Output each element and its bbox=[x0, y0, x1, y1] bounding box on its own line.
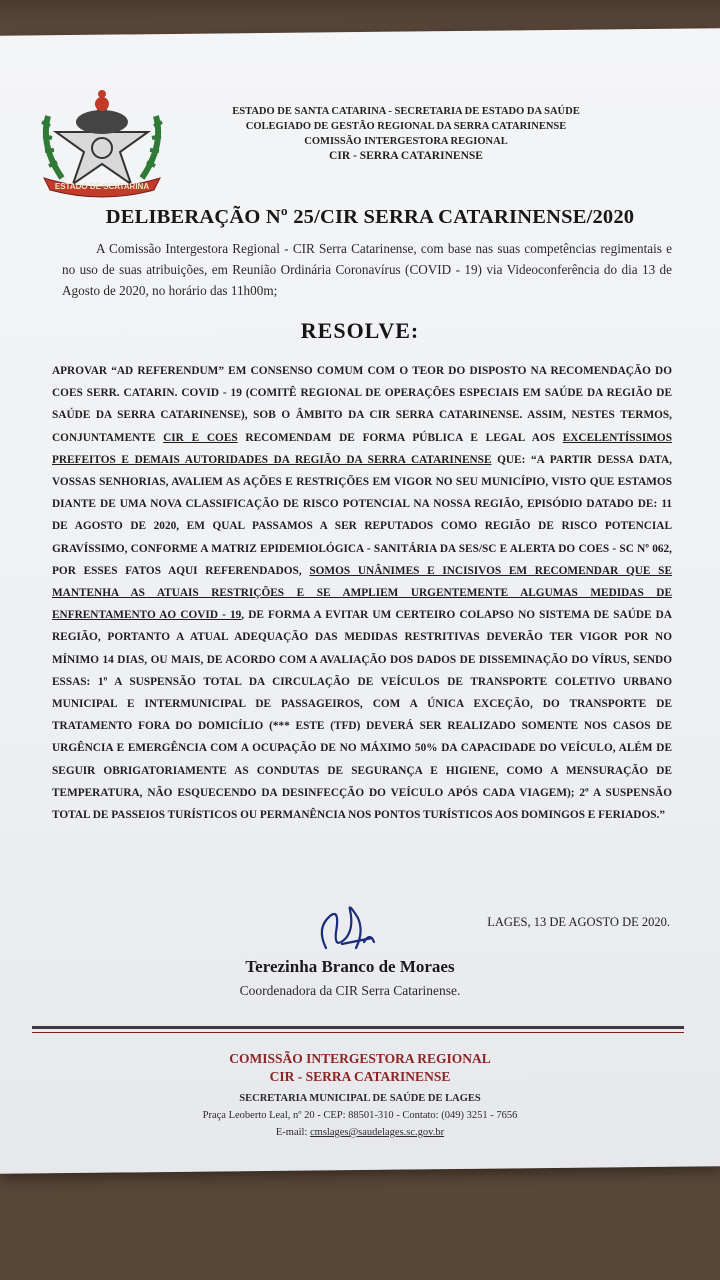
resolution-body bbox=[52, 360, 672, 826]
footer-secretaria: SECRETARIA MUNICIPAL DE SAÚDE DE LAGES bbox=[239, 1093, 481, 1104]
footer-email bbox=[150, 1127, 570, 1138]
header-line-1: ESTADO DE SANTA CATARINA - SECRETARIA DE ESTADO DA SAÚDE bbox=[232, 106, 580, 117]
header-line-3: COMISSÃO INTERGESTORA REGIONAL bbox=[304, 136, 508, 147]
signer-role: Coordenadora da CIR Serra Catarinense. bbox=[239, 983, 461, 998]
document-header bbox=[196, 104, 616, 164]
footer-org-line-1: COMISSÃO INTERGESTORA REGIONAL bbox=[229, 1051, 491, 1066]
state-coat-of-arms-logo bbox=[34, 86, 170, 198]
footer-divider bbox=[32, 1026, 684, 1029]
body-underline-2: EXCELENTÍSSIMOS PREFEITOS E DEMAIS AUTORIDADES DA REGIÃO DA SERRA CATARINENSE bbox=[52, 431, 672, 466]
body-underline-3: SOMOS UNÂNIMES E INCISIVOS EM RECOMENDAR QUE SE MANTENHA AS ATUAIS RESTRIÇÕES E SE AMPLIEM URGENTEMENTE ALGUMAS MEDIDAS DE ENFRENTAMENTO AO COVID - 19 bbox=[52, 564, 672, 622]
footer-org-line-2: CIR - SERRA CATARINENSE bbox=[269, 1069, 451, 1084]
document-date: LAGES, 13 DE AGOSTO DE 2020. bbox=[487, 915, 670, 929]
resolve-heading: RESOLVE: bbox=[300, 318, 420, 343]
crest-banner-text: ESTADO DE SCATARINA bbox=[54, 182, 150, 191]
body-text-3: QUE: “A PARTIR DESSA DATA, VOSSAS SENHORIAS, AVALIEM AS AÇÕES E RESTRIÇÕES EM VIGOR NO SEU MUNICÍPIO, VISTO QUE ESTAMOS DIANTE DE UMA NOVA CLASSIFICAÇÃO DE RISCO POTENCIAL NA NOSSA REGIÃO, EPISÓDIO DATADO DE: 11 DE AGOSTO DE 2020, EM QUAL PASSAMOS A SER REPUTADOS COMO REGIÃO DE RISCO POTENCIAL GRAVÍSSIMO, CONFORME A MATRIZ EPIDEMIOLÓGICA - SANITÁRIA DA SES/SC E ALERTA DO COES - SC Nº 062, POR ESSES FATOS AQUI REFERENDADOS, bbox=[52, 453, 672, 577]
handwritten-signature bbox=[306, 898, 386, 962]
footer-address: Praça Leoberto Leal, nº 20 - CEP: 88501-310 - Contato: (049) 3251 - 7656 bbox=[202, 1110, 518, 1121]
intro-paragraph bbox=[62, 238, 672, 301]
footer-org bbox=[150, 1050, 570, 1086]
signer-name: Terezinha Branco de Moraes bbox=[245, 957, 455, 976]
email-label: E-mail: bbox=[275, 1127, 308, 1138]
email-link[interactable]: cmslages@saudelages.sc.gov.br bbox=[310, 1127, 445, 1138]
body-underline-1: CIR E COES bbox=[163, 431, 238, 444]
header-line-2: COLEGIADO DE GESTÃO REGIONAL DA SERRA CATARINENSE bbox=[245, 121, 567, 132]
body-text-2: RECOMENDAM DE FORMA PÚBLICA E LEGAL AOS bbox=[237, 431, 563, 444]
body-text-4: , DE FORMA A EVITAR UM CERTEIRO COLAPSO NO SISTEMA DE SAÚDE DA REGIÃO, PORTANTO A ATUAL ADEQUAÇÃO DAS MEDIDAS RESTRITIVAS DEVERÃO TER VIGOR POR NO MÍNIMO 14 DIAS, OU MAIS, DE ACORDO COM A AVALIAÇÃO DOS DADOS DE DISSEMINAÇÃO DO VÍRUS, SENDO ESSAS: 1º A SUSPENSÃO TOTAL DA CIRCULAÇÃO DE VEÍCULOS DE TRANSPORTE COLETIVO URBANO MUNICIPAL E INTERMUNICIPAL DE PASSAGEIROS, COM A ÚNICA EXCEÇÃO, DO TRANSPORTE DE TRATAMENTO FORA DO DOMICÍLIO (*** ESTE (TFD) DEVERÁ SER REALIZADO SOMENTE NOS CASOS DE URGÊNCIA E EMERGÊNCIA COM A OCUPAÇÃO DE NO MÁXIMO 50% DA CAPACIDADE DO VEÍCULO, ALÉM DE SEGUIR OBRIGATORIAMENTE AS CONDUTAS DE SEGURANÇA E HIGIENE, COMO A MENSURAÇÃO DE TEMPERATURA, NÃO ESQUECENDO DA DESINFECÇÃO DO VEÍCULO APÓS CADA VIAGEM); 2º A SUSPENSÃO TOTAL DE PASSEIOS TURÍSTICOS OU PERMANÊNCIA NOS PONTOS TURÍSTICOS AOS DOMINGOS E FERIADOS.” bbox=[52, 609, 672, 822]
header-line-4: CIR - SERRA CATARINENSE bbox=[329, 150, 483, 162]
footer-divider-thin bbox=[32, 1032, 684, 1033]
intro-text: A Comissão Intergestora Regional - CIR Serra Catarinense, com base nas suas competências regimentais e no uso de suas atribuições, em Reunião Ordinária Coronavírus (COVID - 19) via Videoconferência do dia 13 de Agosto de 2020, no horário das 11h00m; bbox=[62, 241, 672, 298]
document-title: DELIBERAÇÃO Nº 25/CIR SERRA CATARINENSE/2020 bbox=[105, 206, 635, 228]
body-text-1: APROVAR “AD REFERENDUM” EM CONSENSO COMUM COM O TEOR DO DISPOSTO NA RECOMENDAÇÃO DO COES SERR. CATARIN. COVID - 19 (COMITÊ REGIONAL DE OPERAÇÕES ESPECIAIS EM SAÚDE DA REGIÃO DE SAÚDE DA SERRA CATARINENSE), SOB O ÂMBITO DA CIR SERRA CATARINENSE. ASSIM, NESTES TERMOS, CONJUNTAMENTE bbox=[52, 365, 672, 444]
